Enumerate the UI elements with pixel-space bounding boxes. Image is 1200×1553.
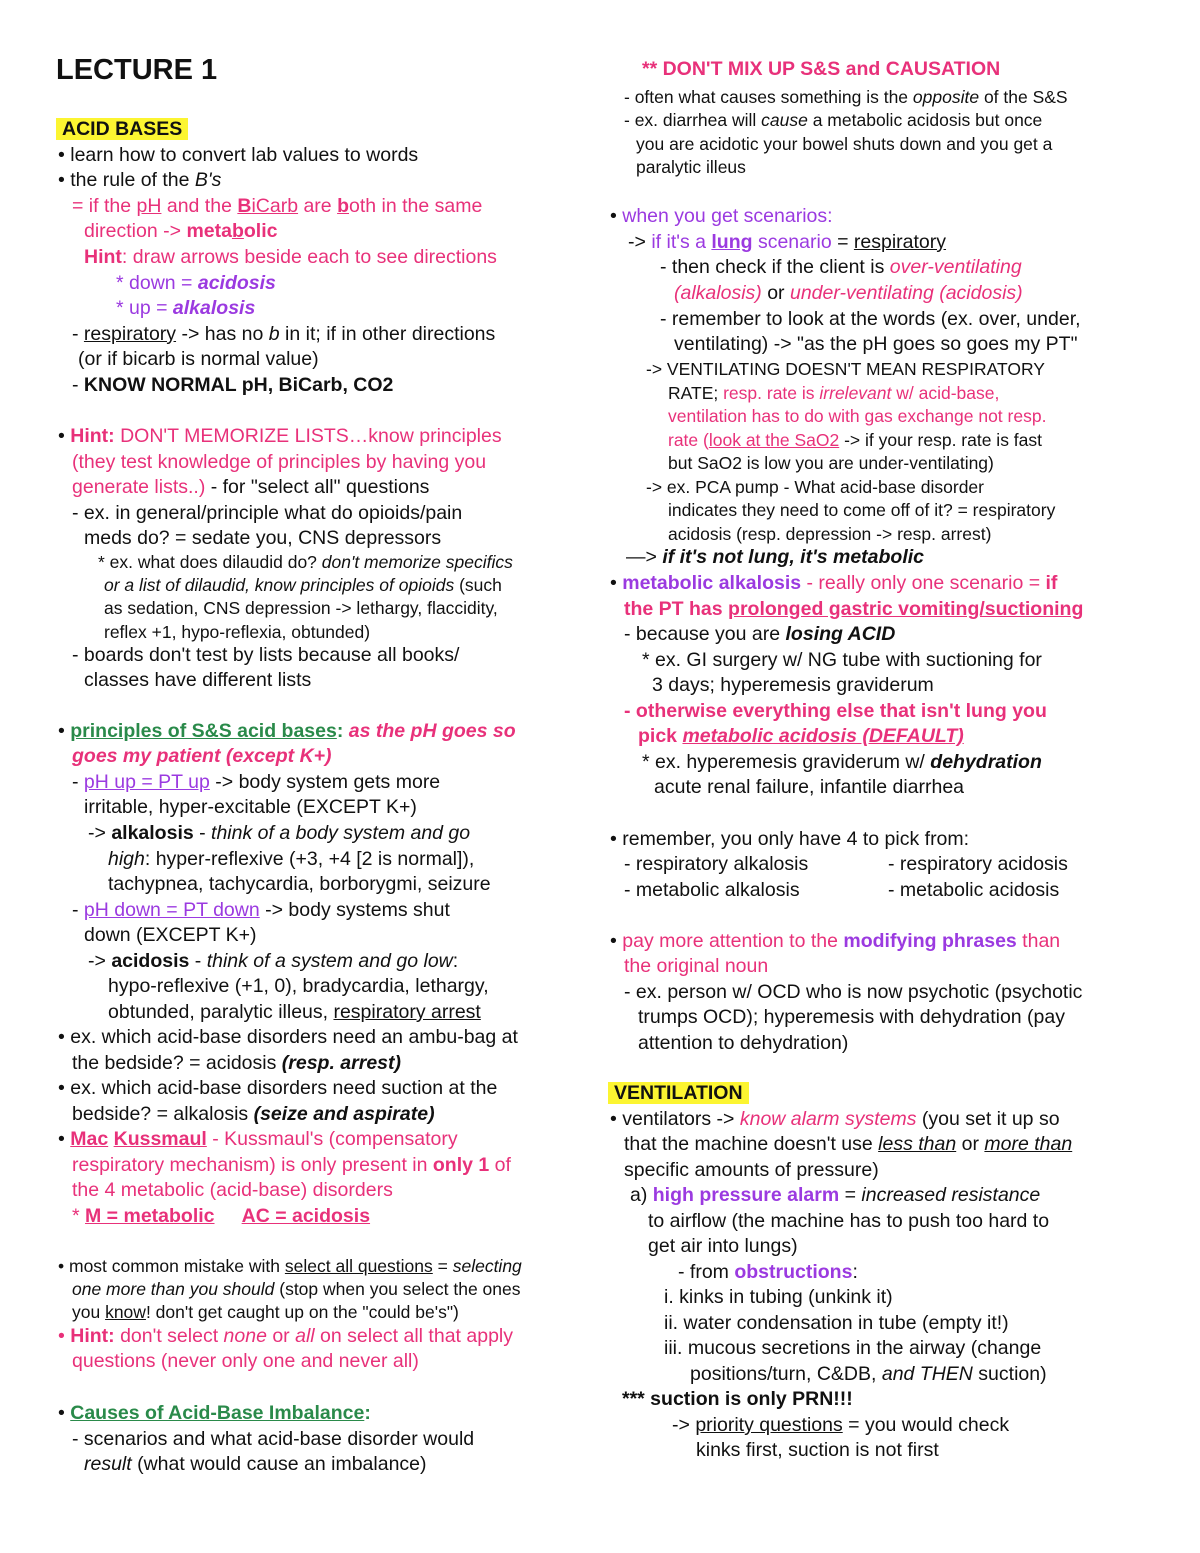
list-item: obtunded, paralytic illeus, respiratory arrest (108, 1001, 481, 1023)
list-item: • learn how to convert lab values to words (58, 144, 419, 166)
list-item: - often what causes something is the opposite of the S&S (624, 87, 1068, 107)
list-item: - ex. person w/ OCD who is now psychotic (psychotic (624, 981, 1083, 1003)
list-item: *** suction is only PRN!!! (622, 1388, 853, 1410)
list-item: RATE; resp. rate is irrelevant w/ acid-base, (668, 383, 1000, 403)
list-item: acidosis (resp. depression -> resp. arrest) (668, 524, 992, 544)
list-item: - then check if the client is over-ventilating (660, 256, 1022, 278)
list-item: - ex. diarrhea will cause a metabolic acidosis but once (624, 110, 1043, 130)
list-item: (or if bicarb is normal value) (78, 348, 319, 370)
list-item: • ex. which acid-base disorders need suction at the (58, 1077, 498, 1099)
section-heading: ** DON'T MIX UP S&S and CAUSATION (642, 58, 1001, 80)
list-item: - pH down = PT down -> body systems shut (72, 899, 450, 921)
list-item: - respiratory -> has no b in it; if in other directions (72, 323, 496, 345)
list-item: • Causes of Acid-Base Imbalance: (58, 1402, 371, 1424)
list-item: reflex +1, hypo-reflexia, obtunded) (104, 622, 371, 642)
list-item: • ex. which acid-base disorders need an ambu-bag at (58, 1026, 518, 1048)
list-item: kinks first, suction is not first (696, 1439, 939, 1461)
list-item: the PT has prolonged gastric vomiting/suctioning (624, 598, 1084, 620)
list-item: goes my patient (except K+) (72, 745, 332, 767)
list-item: high: hyper-reflexive (+3, +4 [2 is normal]), (108, 848, 475, 870)
list-item: * ex. hyperemesis graviderum w/ dehydration (642, 751, 1042, 773)
list-item: paralytic illeus (636, 157, 746, 177)
list-item: irritable, hyper-excitable (EXCEPT K+) (84, 796, 417, 818)
list-item: - remember to look at the words (ex. over, under, (660, 308, 1081, 330)
list-item: down (EXCEPT K+) (84, 924, 257, 946)
list-item: • principles of S&S acid bases: as the pH goes so (58, 720, 516, 742)
list-item: meds do? = sedate you, CNS depressors (84, 527, 442, 549)
list-item: • the rule of the B's (58, 169, 222, 191)
list-item: trumps OCD); hyperemesis with dehydration (pay (638, 1006, 1065, 1028)
list-item: * ex. GI surgery w/ NG tube with suctioning for (642, 649, 1042, 671)
list-item: -> acidosis - think of a system and go low: (88, 950, 459, 972)
list-item: - from obstructions: (678, 1261, 858, 1283)
list-item: tachypnea, tachycardia, borborygmi, seizure (108, 873, 491, 895)
list-item: Hint: draw arrows beside each to see directions (84, 246, 497, 268)
list-item: classes have different lists (84, 669, 312, 691)
list-item: * up = alkalosis (116, 297, 256, 319)
list-item: - scenarios and what acid-base disorder would (72, 1428, 475, 1450)
list-item: • remember, you only have 4 to pick from: (610, 828, 970, 850)
list-item: the 4 metabolic (acid-base) disorders (72, 1179, 393, 1201)
list-item: that the machine doesn't use less than or more than (624, 1133, 1073, 1155)
list-item: - ex. in general/principle what do opioids/pain (72, 502, 463, 524)
list-item: you know! don't get caught up on the "could be's") (72, 1302, 459, 1322)
list-item: indicates they need to come off of it? = respiratory (668, 500, 1056, 520)
list-item: • when you get scenarios: (610, 205, 833, 227)
list-item: the bedside? = acidosis (resp. arrest) (72, 1052, 401, 1074)
list-item: - otherwise everything else that isn't lung you (624, 700, 1047, 722)
list-item: specific amounts of pressure) (624, 1159, 879, 1181)
list-item: -> alkalosis - think of a body system and go (88, 822, 471, 844)
list-item: as sedation, CNS depression -> lethargy, flaccidity, (104, 598, 498, 618)
list-item: - metabolic alkalosis (624, 879, 800, 901)
list-item: —> if it's not lung, it's metabolic (626, 546, 925, 568)
list-item: questions (never only one and never all) (72, 1350, 419, 1372)
list-item: attention to dehydration) (638, 1032, 849, 1054)
list-item: - metabolic acidosis (888, 879, 1060, 901)
list-item: result (what would cause an imbalance) (84, 1453, 427, 1475)
list-item: acute renal failure, infantile diarrhea (654, 776, 965, 798)
list-item: • ventilators -> know alarm systems (you set it up so (610, 1108, 1060, 1130)
list-item: 3 days; hyperemesis graviderum (652, 674, 934, 696)
list-item: pick metabolic acidosis (DEFAULT) (638, 725, 964, 747)
list-item: you are acidotic your bowel shuts down and you get a (636, 134, 1053, 154)
list-item: a) high pressure alarm = increased resistance (630, 1184, 1041, 1206)
list-item: * M = metabolic AC = acidosis (72, 1205, 371, 1227)
list-item: • Hint: DON'T MEMORIZE LISTS…know principles (58, 425, 502, 447)
list-item: hypo-reflexive (+1, 0), bradycardia, lethargy, (108, 975, 489, 997)
list-item: direction -> metabolic (84, 220, 278, 242)
list-item: but SaO2 is low you are under-ventilating) (668, 453, 994, 473)
list-item: - because you are losing ACID (624, 623, 896, 645)
list-item: - KNOW NORMAL pH, BiCarb, CO2 (72, 374, 394, 396)
list-item: • Hint: don't select none or all on select all that apply (58, 1325, 513, 1347)
list-item: -> if it's a lung scenario = respiratory (628, 231, 947, 253)
list-item: iii. mucous secretions in the airway (change (664, 1337, 1042, 1359)
ventilation-header: VENTILATION (608, 1081, 749, 1106)
list-item: ventilating) -> "as the pH goes so goes my PT" (674, 333, 1078, 355)
list-item: one more than you should (stop when you select the ones (72, 1279, 521, 1299)
list-item: bedside? = alkalosis (seize and aspirate) (72, 1103, 435, 1125)
list-item: • metabolic alkalosis - really only one scenario = if (610, 572, 1058, 594)
list-item: - respiratory alkalosis (624, 853, 809, 875)
list-item: - boards don't test by lists because all books/ (72, 644, 460, 666)
list-item: -> VENTILATING DOESN'T MEAN RESPIRATORY (646, 359, 1045, 379)
list-item: * ex. what does dilaudid do? don't memorize specifics (98, 552, 513, 572)
list-item: rate (look at the SaO2 -> if your resp. rate is fast (668, 430, 1043, 450)
list-item: -> ex. PCA pump - What acid-base disorder (646, 477, 984, 497)
list-item: respiratory mechanism) is only present in only 1 of (72, 1154, 511, 1176)
list-item: (they test knowledge of principles by having you (72, 451, 487, 473)
list-item: • most common mistake with select all questions = selecting (58, 1256, 522, 1276)
list-item: ventilation has to do with gas exchange not resp. (668, 406, 1047, 426)
list-item: ii. water condensation in tube (empty it!) (664, 1312, 1009, 1334)
list-item: to airflow (the machine has to push too hard to (648, 1210, 1050, 1232)
list-item: or a list of dilaudid, know principles of opioids (such (104, 575, 502, 595)
page-title: LECTURE 1 (56, 54, 218, 86)
list-item: • Mac Kussmaul - Kussmaul's (compensatory (58, 1128, 458, 1150)
acid-bases-header: ACID BASES (56, 117, 188, 142)
list-item: (alkalosis) or under-ventilating (acidosis) (674, 282, 1023, 304)
list-item: * down = acidosis (116, 272, 276, 294)
list-item: - respiratory acidosis (888, 853, 1068, 875)
list-item: positions/turn, C&DB, and THEN suction) (690, 1363, 1047, 1385)
list-item: - pH up = PT up -> body system gets more (72, 771, 441, 793)
list-item: get air into lungs) (648, 1235, 798, 1257)
list-item: • pay more attention to the modifying phrases than (610, 930, 1061, 952)
list-item: generate lists..) - for "select all" questions (72, 476, 430, 498)
list-item: -> priority questions = you would check (672, 1414, 1010, 1436)
list-item: the original noun (624, 955, 769, 977)
list-item: i. kinks in tubing (unkink it) (664, 1286, 893, 1308)
list-item: = if the pH and the BiCarb are both in the same (72, 195, 483, 217)
